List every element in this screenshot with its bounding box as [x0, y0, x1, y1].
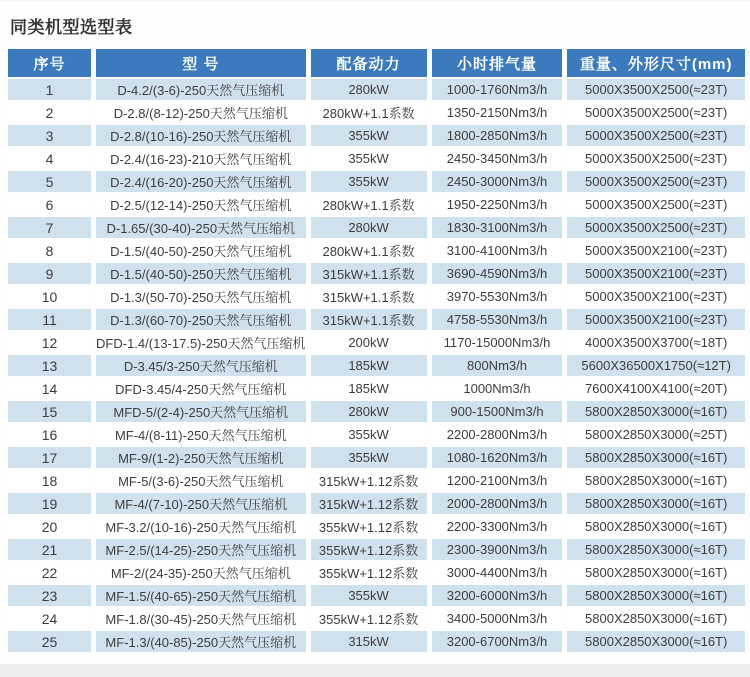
- serial-number-cell: 2: [8, 102, 91, 123]
- power-cell: 200kW: [311, 332, 427, 353]
- serial-number-cell: 20: [8, 516, 91, 537]
- weight-dimensions-cell: 5000X3500X2500(≈23T): [567, 194, 745, 215]
- serial-number-cell: 17: [8, 447, 91, 468]
- hourly-exhaust-cell: 3690-4590Nm3/h: [432, 263, 563, 284]
- weight-dimensions-cell: 5000X3500X2500(≈23T): [567, 125, 745, 146]
- hourly-exhaust-cell: 2200-3300Nm3/h: [432, 516, 563, 537]
- power-cell: 355kW+1.12系数: [311, 539, 427, 560]
- weight-dimensions-cell: 5800X2850X3000(≈25T): [567, 424, 745, 445]
- model-cell: DFD-1.4/(13-17.5)-250天然气压缩机: [96, 332, 306, 353]
- serial-number-cell: 19: [8, 493, 91, 514]
- model-cell: D-4.2/(3-6)-250天然气压缩机: [96, 79, 306, 100]
- table-row: [8, 79, 745, 100]
- weight-dimensions-cell: 4000X3500X3700(≈18T): [567, 332, 745, 353]
- table-row: [8, 148, 745, 169]
- column-header-power: 配备动力: [311, 49, 427, 77]
- model-cell: D-2.8/(8-12)-250天然气压缩机: [96, 102, 306, 123]
- power-cell: 280kW: [311, 217, 427, 238]
- column-header-weight-dimensions: 重量、外形尺寸(mm): [567, 49, 745, 77]
- table-row: [8, 102, 745, 123]
- serial-number-cell: 7: [8, 217, 91, 238]
- serial-number-cell: 24: [8, 608, 91, 629]
- weight-dimensions-cell: 5000X3500X2100(≈23T): [567, 240, 745, 261]
- power-cell: 355kW+1.12系数: [311, 562, 427, 583]
- hourly-exhaust-cell: 1170-15000Nm3/h: [432, 332, 563, 353]
- model-cell: D-2.5/(12-14)-250天然气压缩机: [96, 194, 306, 215]
- power-cell: 355kW: [311, 148, 427, 169]
- hourly-exhaust-cell: 3400-5000Nm3/h: [432, 608, 563, 629]
- model-cell: MF-4/(8-11)-250天然气压缩机: [96, 424, 306, 445]
- weight-dimensions-cell: 5800X2850X3000(≈16T): [567, 516, 745, 537]
- weight-dimensions-cell: 5000X3500X2500(≈23T): [567, 79, 745, 100]
- serial-number-cell: 11: [8, 309, 91, 330]
- hourly-exhaust-cell: 1080-1620Nm3/h: [432, 447, 563, 468]
- power-cell: 315kW+1.12系数: [311, 470, 427, 491]
- power-cell: 315kW+1.12系数: [311, 493, 427, 514]
- hourly-exhaust-cell: 2000-2800Nm3/h: [432, 493, 563, 514]
- table-row: [8, 539, 745, 560]
- model-cell: D-2.8/(10-16)-250天然气压缩机: [96, 125, 306, 146]
- model-cell: MF-4/(7-10)-250天然气压缩机: [96, 493, 306, 514]
- serial-number-cell: 23: [8, 585, 91, 606]
- model-cell: MF-5/(3-6)-250天然气压缩机: [96, 470, 306, 491]
- footer-band: [0, 664, 750, 677]
- hourly-exhaust-cell: 1000-1760Nm3/h: [432, 79, 563, 100]
- model-cell: MF-9/(1-2)-250天然气压缩机: [96, 447, 306, 468]
- serial-number-cell: 15: [8, 401, 91, 422]
- weight-dimensions-cell: 5000X3500X2500(≈23T): [567, 148, 745, 169]
- serial-number-cell: 10: [8, 286, 91, 307]
- table-row: [8, 171, 745, 192]
- hourly-exhaust-cell: 2300-3900Nm3/h: [432, 539, 563, 560]
- serial-number-cell: 8: [8, 240, 91, 261]
- weight-dimensions-cell: 5000X3500X2500(≈23T): [567, 171, 745, 192]
- model-cell: D-1.5/(40-50)-250天然气压缩机: [96, 263, 306, 284]
- weight-dimensions-cell: 5000X3500X2500(≈23T): [567, 217, 745, 238]
- model-cell: D-1.5/(40-50)-250天然气压缩机: [96, 240, 306, 261]
- weight-dimensions-cell: 5000X3500X2100(≈23T): [567, 263, 745, 284]
- serial-number-cell: 21: [8, 539, 91, 560]
- table-row: [8, 240, 745, 261]
- model-cell: D-1.65/(30-40)-250天然气压缩机: [96, 217, 306, 238]
- model-cell: D-1.3/(50-70)-250天然气压缩机: [96, 286, 306, 307]
- power-cell: 355kW: [311, 585, 427, 606]
- serial-number-cell: 22: [8, 562, 91, 583]
- power-cell: 355kW: [311, 171, 427, 192]
- model-cell: D-2.4/(16-23)-210天然气压缩机: [96, 148, 306, 169]
- weight-dimensions-cell: 5800X2850X3000(≈16T): [567, 493, 745, 514]
- column-header-model: 型 号: [96, 49, 306, 77]
- table-header: [8, 49, 745, 77]
- table-row: [8, 332, 745, 353]
- power-cell: 280kW+1.1系数: [311, 194, 427, 215]
- power-cell: 315kW+1.1系数: [311, 309, 427, 330]
- power-cell: 315kW+1.1系数: [311, 286, 427, 307]
- table-row: [8, 217, 745, 238]
- serial-number-cell: 14: [8, 378, 91, 399]
- hourly-exhaust-cell: 2200-2800Nm3/h: [432, 424, 563, 445]
- model-cell: MF-1.5/(40-65)-250天然气压缩机: [96, 585, 306, 606]
- serial-number-cell: 13: [8, 355, 91, 376]
- hourly-exhaust-cell: 4758-5530Nm3/h: [432, 309, 563, 330]
- table-row: [8, 125, 745, 146]
- table-row: [8, 608, 745, 629]
- power-cell: 355kW: [311, 125, 427, 146]
- model-cell: MF-1.8/(30-45)-250天然气压缩机: [96, 608, 306, 629]
- power-cell: 355kW: [311, 447, 427, 468]
- model-cell: MF-1.3/(40-85)-250天然气压缩机: [96, 631, 306, 652]
- hourly-exhaust-cell: 1800-2850Nm3/h: [432, 125, 563, 146]
- hourly-exhaust-cell: 1200-2100Nm3/h: [432, 470, 563, 491]
- weight-dimensions-cell: 5800X2850X3000(≈16T): [567, 539, 745, 560]
- hourly-exhaust-cell: 2450-3000Nm3/h: [432, 171, 563, 192]
- hourly-exhaust-cell: 1950-2250Nm3/h: [432, 194, 563, 215]
- weight-dimensions-cell: 5800X2850X3000(≈16T): [567, 631, 745, 652]
- hourly-exhaust-cell: 3100-4100Nm3/h: [432, 240, 563, 261]
- table-row: [8, 516, 745, 537]
- table-row: [8, 263, 745, 284]
- model-cell: MF-3.2/(10-16)-250天然气压缩机: [96, 516, 306, 537]
- power-cell: 355kW: [311, 424, 427, 445]
- hourly-exhaust-cell: 2450-3450Nm3/h: [432, 148, 563, 169]
- serial-number-cell: 3: [8, 125, 91, 146]
- weight-dimensions-cell: 7600X4100X4100(≈20T): [567, 378, 745, 399]
- table-header-row: [8, 49, 745, 77]
- weight-dimensions-cell: 5000X3500X2500(≈23T): [567, 102, 745, 123]
- model-cell: D-3.45/3-250天然气压缩机: [96, 355, 306, 376]
- power-cell: 315kW: [311, 631, 427, 652]
- model-cell: D-1.3/(60-70)-250天然气压缩机: [96, 309, 306, 330]
- table-row: [8, 401, 745, 422]
- power-cell: 280kW: [311, 79, 427, 100]
- table-row: [8, 585, 745, 606]
- serial-number-cell: 5: [8, 171, 91, 192]
- hourly-exhaust-cell: 1830-3100Nm3/h: [432, 217, 563, 238]
- model-cell: D-2.4/(16-20)-250天然气压缩机: [96, 171, 306, 192]
- table-row: [8, 447, 745, 468]
- serial-number-cell: 16: [8, 424, 91, 445]
- power-cell: 355kW+1.12系数: [311, 608, 427, 629]
- weight-dimensions-cell: 5000X3500X2100(≈23T): [567, 286, 745, 307]
- power-cell: 185kW: [311, 378, 427, 399]
- table-body: [8, 79, 745, 652]
- power-cell: 280kW: [311, 401, 427, 422]
- serial-number-cell: 9: [8, 263, 91, 284]
- table-row: [8, 470, 745, 491]
- weight-dimensions-cell: 5800X2850X3000(≈16T): [567, 562, 745, 583]
- table-row: [8, 309, 745, 330]
- table-row: [8, 355, 745, 376]
- weight-dimensions-cell: 5800X2850X3000(≈16T): [567, 585, 745, 606]
- hourly-exhaust-cell: 800Nm3/h: [432, 355, 563, 376]
- weight-dimensions-cell: 5800X2850X3000(≈16T): [567, 470, 745, 491]
- table-row: [8, 562, 745, 583]
- hourly-exhaust-cell: 1350-2150Nm3/h: [432, 102, 563, 123]
- hourly-exhaust-cell: 3970-5530Nm3/h: [432, 286, 563, 307]
- serial-number-cell: 18: [8, 470, 91, 491]
- page-title: 同类机型选型表: [10, 18, 133, 37]
- weight-dimensions-cell: 5800X2850X3000(≈16T): [567, 401, 745, 422]
- table-row: [8, 631, 745, 652]
- model-cell: MF-2/(24-35)-250天然气压缩机: [96, 562, 306, 583]
- hourly-exhaust-cell: 1000Nm3/h: [432, 378, 563, 399]
- table-row: [8, 378, 745, 399]
- serial-number-cell: 6: [8, 194, 91, 215]
- model-cell: DFD-3.45/4-250天然气压缩机: [96, 378, 306, 399]
- power-cell: 280kW+1.1系数: [311, 240, 427, 261]
- weight-dimensions-cell: 5600X36500X1750(≈12T): [567, 355, 745, 376]
- table-row: [8, 424, 745, 445]
- column-header-serial-number: 序号: [8, 49, 91, 77]
- table-row: [8, 194, 745, 215]
- power-cell: 185kW: [311, 355, 427, 376]
- model-cell: MF-2.5/(14-25)-250天然气压缩机: [96, 539, 306, 560]
- serial-number-cell: 1: [8, 79, 91, 100]
- hourly-exhaust-cell: 3200-6000Nm3/h: [432, 585, 563, 606]
- serial-number-cell: 4: [8, 148, 91, 169]
- table-row: [8, 286, 745, 307]
- serial-number-cell: 12: [8, 332, 91, 353]
- hourly-exhaust-cell: 3200-6700Nm3/h: [432, 631, 563, 652]
- power-cell: 355kW+1.12系数: [311, 516, 427, 537]
- weight-dimensions-cell: 5800X2850X3000(≈16T): [567, 608, 745, 629]
- serial-number-cell: 25: [8, 631, 91, 652]
- hourly-exhaust-cell: 3000-4400Nm3/h: [432, 562, 563, 583]
- power-cell: 280kW+1.1系数: [311, 102, 427, 123]
- hourly-exhaust-cell: 900-1500Nm3/h: [432, 401, 563, 422]
- weight-dimensions-cell: 5800X2850X3000(≈16T): [567, 447, 745, 468]
- model-cell: MFD-5/(2-4)-250天然气压缩机: [96, 401, 306, 422]
- table-row: [8, 493, 745, 514]
- power-cell: 315kW+1.1系数: [311, 263, 427, 284]
- column-header-hourly-exhaust: 小时排气量: [432, 49, 563, 77]
- model-selection-table: [3, 47, 750, 654]
- weight-dimensions-cell: 5000X3500X2100(≈23T): [567, 309, 745, 330]
